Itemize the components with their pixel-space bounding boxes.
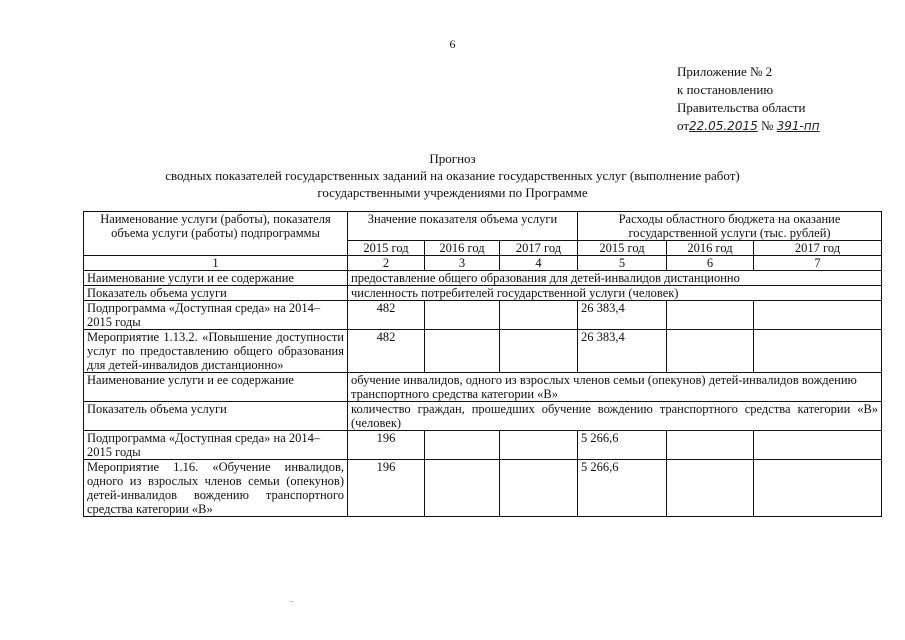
appendix-block [677, 63, 820, 135]
row-label: Подпрограмма «Доступная среда» на 2014–2015 годы [84, 431, 348, 460]
appendix-line: Правительства области [677, 100, 806, 115]
row-label: Подпрограмма «Доступная среда» на 2014–2015 годы [84, 301, 348, 330]
cell-volume-2016 [425, 301, 500, 330]
table-row [84, 286, 882, 301]
row-text: численность потребителей государственной услуги (человек) [348, 286, 882, 301]
row-label: Наименование услуги и ее содержание [84, 271, 348, 286]
row-label: Показатель объема услуги [84, 402, 348, 431]
row-label: Мероприятие 1.16. «Обучение инвалидов, одного из взрослых членов семьи (опекунов) детей-инвалидов вождению транспортного средства категории «В» [84, 460, 348, 517]
scan-speck [290, 601, 293, 602]
cell-budget-2016 [667, 431, 754, 460]
handwritten-date: 22.05.2015 [689, 119, 758, 133]
row-text: предоставление общего образования для детей-инвалидов дистанционно [348, 271, 882, 286]
row-label: Наименование услуги и ее содержание [84, 373, 348, 402]
cell-volume-2017 [500, 431, 578, 460]
appendix-line: Приложение № 2 [677, 64, 773, 79]
cell-budget-2015: 5 266,6 [578, 431, 667, 460]
appendix-line: к постановлению [677, 82, 774, 97]
header-year: 2015 год [578, 241, 667, 256]
title-line: сводных показателей государственных заданий на оказание государственных услуг (выполнение работ) [165, 168, 740, 183]
column-number: 4 [500, 256, 578, 271]
cell-volume-2015: 196 [348, 460, 425, 517]
row-text: количество граждан, прошедших обучение вождению транспортного средства категории «В» (человек) [348, 402, 882, 431]
cell-volume-2015: 482 [348, 330, 425, 373]
cell-volume-2016 [425, 330, 500, 373]
cell-budget-2016 [667, 301, 754, 330]
cell-budget-2015: 26 383,4 [578, 301, 667, 330]
cell-budget-2015: 26 383,4 [578, 330, 667, 373]
column-number: 6 [667, 256, 754, 271]
cell-budget-2017 [754, 431, 882, 460]
date-prefix: от [677, 118, 690, 133]
handwritten-number: 391-пп [776, 119, 820, 133]
column-number: 5 [578, 256, 667, 271]
row-label: Показатель объема услуги [84, 286, 348, 301]
header-row [84, 212, 882, 241]
cell-budget-2017 [754, 301, 882, 330]
cell-budget-2015: 5 266,6 [578, 460, 667, 517]
table-row [84, 373, 882, 402]
header-year: 2016 год [425, 241, 500, 256]
header-volume-group: Значение показателя объема услуги [348, 212, 578, 241]
cell-volume-2017 [500, 460, 578, 517]
column-number: 1 [84, 256, 348, 271]
cell-volume-2016 [425, 460, 500, 517]
column-number-row [84, 256, 882, 271]
row-label: Мероприятие 1.13.2. «Повышение доступности услуг по предоставлению общего образования для детей-инвалидов дистанционно» [84, 330, 348, 373]
document-title [0, 150, 905, 201]
cell-volume-2017 [500, 301, 578, 330]
appendix-date-line [677, 117, 820, 135]
cell-volume-2016 [425, 431, 500, 460]
cell-budget-2016 [667, 460, 754, 517]
cell-volume-2015: 196 [348, 431, 425, 460]
table-row [84, 402, 882, 431]
row-text: обучение инвалидов, одного из взрослых членов семьи (опекунов) детей-инвалидов вождению транспортного средства категории «В» [348, 373, 882, 402]
header-year: 2016 год [667, 241, 754, 256]
page-number: 6 [449, 37, 456, 51]
cell-volume-2015: 482 [348, 301, 425, 330]
title-line: государственными учреждениями по Программе [317, 185, 588, 200]
table-row [84, 460, 882, 517]
cell-budget-2016 [667, 330, 754, 373]
table-row [84, 431, 882, 460]
number-prefix: № [760, 118, 774, 133]
header-budget-group: Расходы областного бюджета на оказание государственной услуги (тыс. рублей) [578, 212, 882, 241]
header-year: 2015 год [348, 241, 425, 256]
title-line: Прогноз [429, 151, 476, 166]
forecast-table [83, 211, 882, 517]
header-year: 2017 год [754, 241, 882, 256]
table-row [84, 301, 882, 330]
table-row [84, 271, 882, 286]
header-year: 2017 год [500, 241, 578, 256]
header-service-name: Наименование услуги (работы), показателя объема услуги (работы) подпрограммы [84, 212, 348, 256]
cell-budget-2017 [754, 460, 882, 517]
table-row [84, 330, 882, 373]
column-number: 3 [425, 256, 500, 271]
column-number: 2 [348, 256, 425, 271]
cell-volume-2017 [500, 330, 578, 373]
cell-budget-2017 [754, 330, 882, 373]
column-number: 7 [754, 256, 882, 271]
